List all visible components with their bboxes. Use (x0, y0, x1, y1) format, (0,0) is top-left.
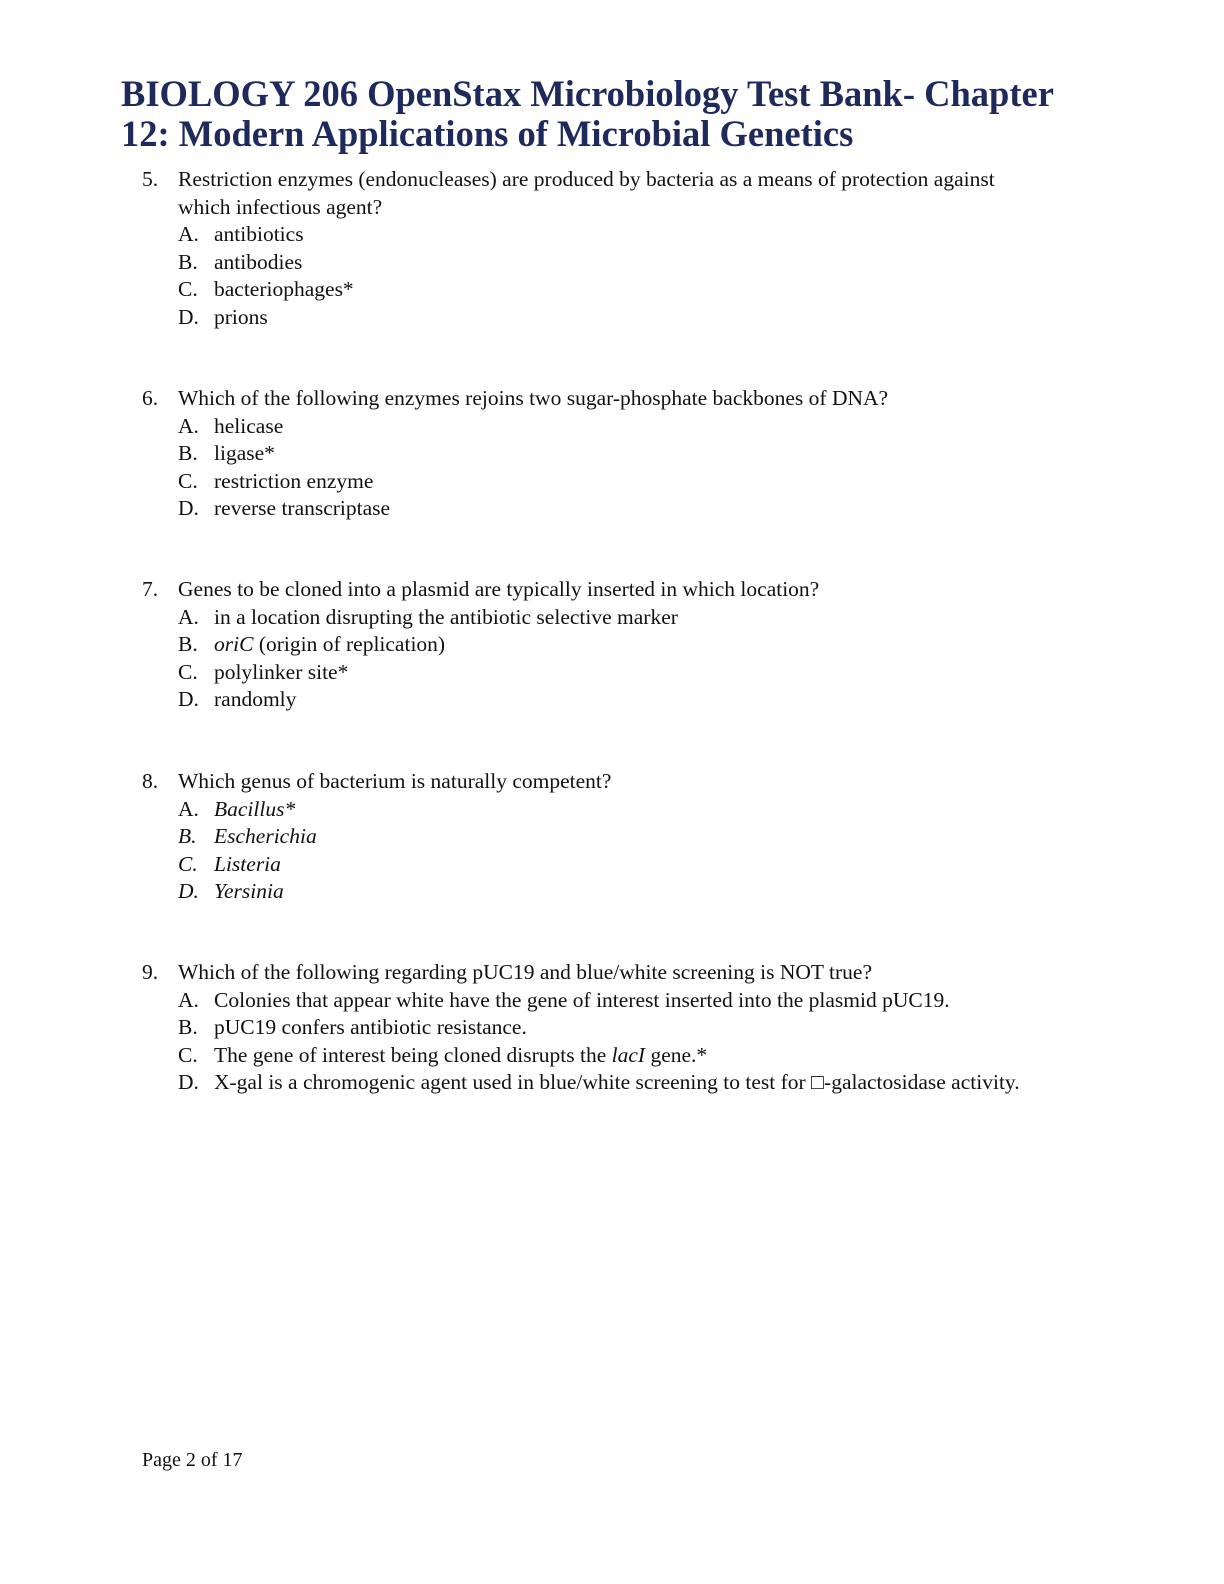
question-text: Genes to be cloned into a plasmid are typically inserted in which location? (178, 577, 820, 601)
option-letter: A. (178, 413, 199, 438)
option-letter: B. (178, 441, 198, 465)
question-number: 5. (142, 167, 159, 191)
option-text: helicase (214, 413, 284, 438)
answer-option (0, 413, 1224, 441)
answer-option (0, 987, 1224, 1015)
option-text-start: The gene of interest being cloned disrupts the (214, 1042, 612, 1067)
question-9 (0, 959, 1224, 1097)
answer-option (0, 221, 1224, 249)
option-text (214, 631, 1044, 659)
answer-option (0, 878, 1224, 906)
option-letter: C. (178, 468, 198, 493)
option-text: Escherichia (214, 824, 317, 848)
option-letter: D. (178, 687, 199, 711)
answer-option (0, 495, 1224, 523)
answer-option (0, 631, 1224, 659)
option-letter: B. (178, 249, 198, 274)
option-text: X-gal is a chromogenic agent used in blue/white screening to test for □-galactosidase activity. (214, 1070, 1020, 1094)
option-text: pUC19 confers antibiotic resistance. (214, 1015, 527, 1039)
option-italic-term: oriC (214, 632, 254, 656)
option-text: in a location disrupting the antibiotic selective marker (214, 604, 678, 629)
question-5 (0, 166, 1224, 331)
option-letter: A. (178, 604, 199, 629)
option-letter: D. (178, 1070, 199, 1094)
option-letter: A. (178, 796, 199, 821)
option-letter: A. (178, 987, 199, 1012)
answer-option (0, 304, 1224, 332)
question-number: 9. (142, 960, 159, 984)
option-text: Yersinia (214, 879, 284, 903)
option-text: antibodies (214, 249, 303, 274)
option-text: randomly (214, 687, 297, 711)
answer-option (0, 659, 1224, 687)
answer-option (0, 249, 1224, 277)
option-letter: B. (178, 632, 198, 656)
option-text: ligase* (214, 441, 275, 465)
option-text: restriction enzyme (214, 468, 374, 493)
page-title: BIOLOGY 206 OpenStax Microbiology Test Bank- Chapter 12: Modern Applications of Microbial Genetics (121, 73, 1054, 154)
option-letter: C. (178, 659, 198, 684)
answer-option (0, 823, 1224, 851)
answer-option (0, 440, 1224, 468)
option-text: Colonies that appear white have the gene of interest inserted into the plasmid pUC19. (214, 987, 950, 1012)
question-text: Restriction enzymes (endonucleases) are produced by bacteria as a means of protection against which infectious agent? (178, 167, 995, 219)
option-text-end: gene.* (645, 1042, 708, 1067)
option-text: polylinker site* (214, 659, 349, 684)
option-letter: D. (178, 879, 199, 903)
question-number: 6. (142, 386, 159, 410)
question-number: 8. (142, 769, 159, 793)
option-letter: C. (178, 851, 198, 876)
option-text (214, 1042, 1044, 1070)
page-number: Page 2 of 17 (142, 1449, 243, 1471)
option-text: reverse transcriptase (214, 496, 391, 520)
option-letter: B. (178, 824, 197, 848)
question-6 (0, 385, 1224, 523)
question-number: 7. (142, 577, 159, 601)
answer-option (0, 1014, 1224, 1042)
option-letter: A. (178, 222, 199, 246)
answer-option (0, 796, 1224, 824)
question-text: Which genus of bacterium is naturally competent? (178, 769, 612, 793)
option-letter: D. (178, 304, 199, 329)
option-text: Listeria (214, 851, 281, 876)
question-text: Which of the following enzymes rejoins two sugar-phosphate backbones of DNA? (178, 386, 889, 410)
question-7 (0, 576, 1224, 714)
option-italic-term: lacI (611, 1042, 646, 1067)
option-letter: D. (178, 496, 199, 520)
option-letter: B. (178, 1015, 198, 1039)
answer-option (0, 1069, 1224, 1097)
question-8 (0, 768, 1224, 906)
option-letter: C. (178, 277, 198, 301)
answer-option (0, 686, 1224, 714)
answer-option (0, 1042, 1224, 1070)
answer-option (0, 604, 1224, 632)
answer-option (0, 468, 1224, 496)
question-text: Which of the following regarding pUC19 and blue/white screening is NOT true? (178, 960, 872, 984)
option-letter: C. (178, 1042, 198, 1067)
option-text: prions (214, 304, 268, 329)
answer-option (0, 276, 1224, 304)
option-text: Bacillus* (214, 796, 296, 821)
option-text-rest: (origin of replication) (253, 632, 446, 656)
option-text: bacteriophages* (214, 277, 354, 301)
option-text: antibiotics (214, 222, 304, 246)
answer-option (0, 851, 1224, 879)
